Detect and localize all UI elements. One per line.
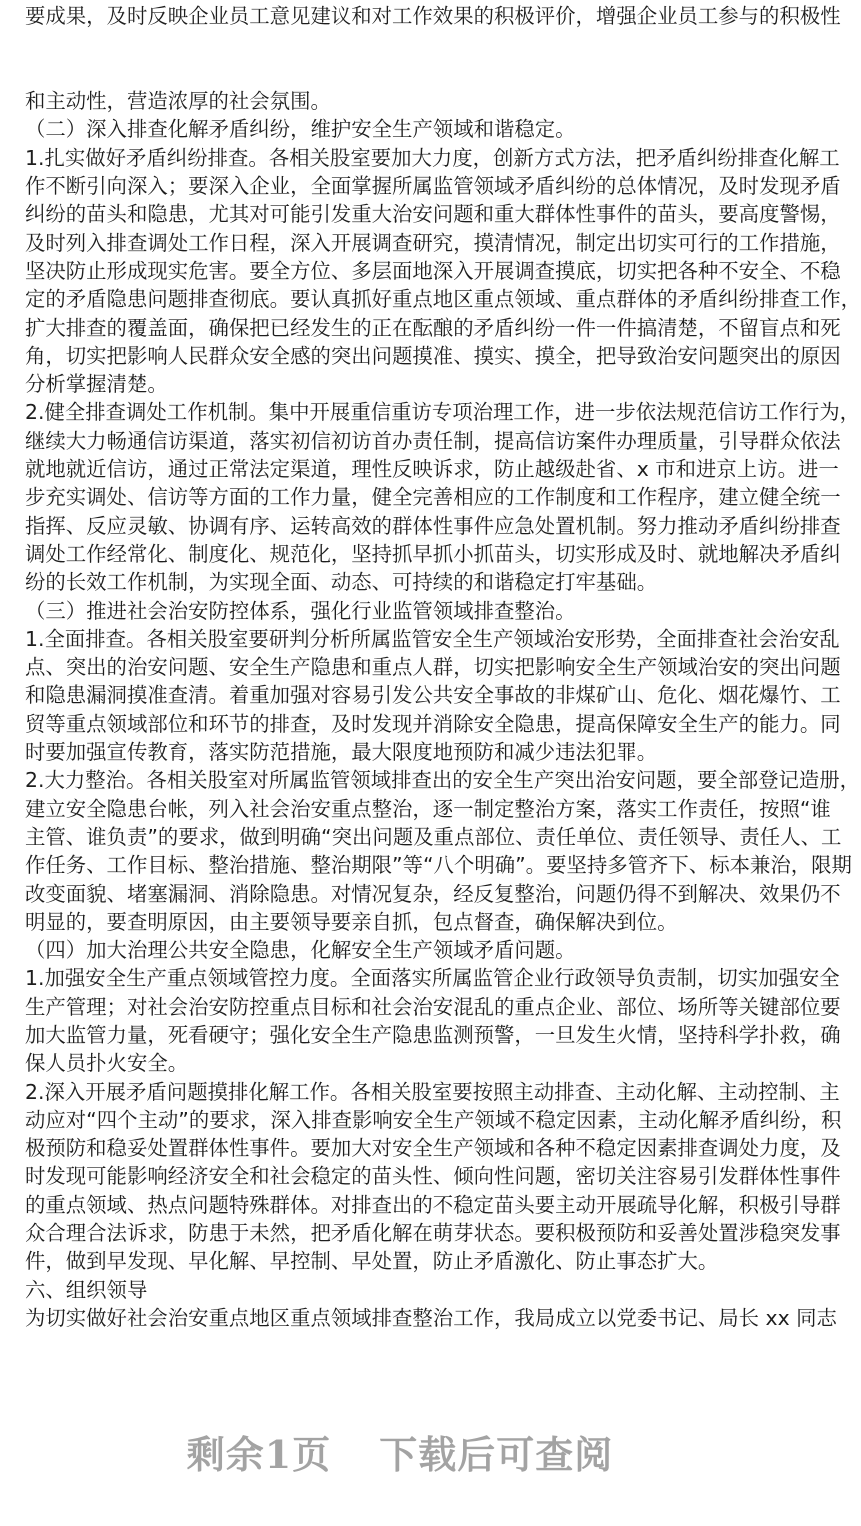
document-body (25, 0, 861, 1332)
blank-space (25, 31, 777, 59)
text-line: （三）推进社会治安防控体系，强化行业监管领域排查整治。 (25, 598, 576, 623)
text-line: （二）深入排查化解矛盾纠纷，维护安全生产领域和谐稳定。 (25, 117, 576, 142)
paragraph (25, 115, 777, 143)
text-line: 2.健全排查调处工作机制。集中开展重信重访专项治理工作，进一步依法规范信访工作行为， (25, 400, 861, 425)
text-line: 作任务、工作目标、整治措施、整治期限”等“八个明确”。要坚持多管齐下、标本兼治，限期 (25, 853, 852, 878)
paragraph (25, 87, 777, 115)
paragraph (25, 144, 861, 399)
text-line: 调处工作经常化、制度化、规范化，坚持抓早抓小抓苗头，切实形成及时、就地解决矛盾纠 (25, 541, 841, 566)
text-line: 时发现可能影响经济安全和社会稳定的苗头性、倾向性问题，密切关注容易引发群体性事件 (25, 1164, 841, 1189)
paragraph (25, 1078, 842, 1276)
text-line: 明显的，要查明原因，由主要领导要亲自抓，包点督查，确保解决到位。 (25, 909, 678, 934)
paragraph (25, 0, 841, 31)
paragraph (25, 1276, 777, 1304)
text-line: 就地就近信访，通过正常法定渠道，理性反映诉求，防止越级赴省、x 市和进京上访。进一 (25, 457, 839, 482)
paragraph (25, 766, 861, 936)
text-line: 要成果，及时反映企业员工意见建议和对工作效果的积极评价，增强企业员工参与的积极性 (25, 4, 841, 29)
paragraph (25, 398, 861, 596)
text-line: 角，切实把影响人民群众安全感的突出问题摸准、摸实、摸全，把导致治安问题突出的原因 (25, 343, 841, 368)
paragraph (25, 964, 841, 1077)
text-line: 纷的长效工作机制，为实现全面、动态、可持续的和谐稳定打牢基础。 (25, 570, 658, 595)
text-line: 加大监管力量，死看硬守；强化安全生产隐患监测预警，一旦发生火情，坚持科学扑救，确 (25, 1022, 841, 1047)
text-line: 纠纷的苗头和隐患，尤其对可能引发重大治安问题和重大群体性事件的苗头，要高度警惕， (25, 202, 841, 227)
text-line: 众合理合法诉求，防患于未然，把矛盾化解在萌芽状态。要积极预防和妥善处置涉稳突发事 (25, 1221, 841, 1246)
text-line: 为切实做好社会治安重点地区重点领域排查整治工作，我局成立以党委书记、局长 xx 同志 (25, 1305, 837, 1330)
text-line: 和隐患漏洞摸准查清。着重加强对容易引发公共安全事故的非煤矿山、危化、烟花爆竹、工 (25, 683, 841, 708)
text-line: 定的矛盾隐患问题排查彻底。要认真抓好重点地区重点领域、重点群体的矛盾纠纷排查工作， (25, 287, 861, 312)
text-line: 和主动性，营造浓厚的社会氛围。 (25, 89, 331, 114)
text-line: 生产管理；对社会治安防控重点目标和社会治安混乱的重点企业、部位、场所等关键部位要 (25, 994, 841, 1019)
text-line: 坚决防止形成现实危害。要全方位、多层面地深入开展调查摸底，切实把各种不安全、不稳 (25, 258, 841, 283)
download-prompt[interactable] (0, 1424, 800, 1479)
text-line: 步充实调处、信访等方面的工作力量，健全完善相应的工作制度和工作程序，建立健全统一 (25, 485, 841, 510)
text-line: 1.加强安全生产重点领域管控力度。全面落实所属监管企业行政领导负责制，切实加强安全 (25, 966, 840, 991)
text-line: 作不断引向深入；要深入企业，全面掌握所属监管领域矛盾纠纷的总体情况，及时发现矛盾 (25, 174, 841, 199)
text-line: 贸等重点领域部位和环节的排查，及时发现并消除安全隐患，提高保障安全生产的能力。同 (25, 711, 841, 736)
text-line: 六、组织领导 (25, 1277, 148, 1302)
paragraph (25, 1304, 837, 1332)
text-line: 继续大力畅通信访渠道，落实初信初访首办责任制，提高信访案件办理质量，引导群众依法 (25, 428, 841, 453)
blank-space (25, 59, 777, 87)
remaining-pages-label: 剩余1页 (186, 1432, 332, 1477)
text-line: 动应对“四个主动”的要求，深入排查影响安全生产领域不稳定因素，主动化解矛盾纠纷，积 (25, 1107, 842, 1132)
paragraph (25, 597, 777, 625)
text-line: 改变面貌、堵塞漏洞、消除隐患。对情况复杂，经反复整治，问题仍得不到解决、效果仍不 (25, 881, 841, 906)
text-line: 2.深入开展矛盾问题摸排化解工作。各相关股室要按照主动排查、主动化解、主动控制、主 (25, 1079, 840, 1104)
text-line: 的重点领域、热点问题特殊群体。对排查出的不稳定苗头要主动开展疏导化解，积极引导群 (25, 1192, 841, 1217)
text-line: 建立安全隐患台帐，列入社会治安重点整治，逐一制定整治方案，落实工作责任，按照“谁 (25, 796, 831, 821)
text-line: （四）加大治理公共安全隐患，化解安全生产领域矛盾问题。 (25, 938, 576, 963)
paragraph (25, 936, 777, 964)
text-line: 点、突出的治安问题、安全生产隐患和重点人群，切实把影响安全生产领域治安的突出问题 (25, 655, 841, 680)
text-line: 1.全面排查。各相关股室要研判分析所属监管安全生产领域治安形势，全面排查社会治安乱 (25, 626, 840, 651)
text-line: 分析掌握清楚。 (25, 372, 168, 397)
text-line: 极预防和稳妥处置群体性事件。要加大对安全生产领域和各种不稳定因素排查调处力度，及 (25, 1136, 841, 1161)
text-line: 2.大力整治。各相关股室对所属监管领域排查出的安全生产突出治安问题，要全部登记造册， (25, 768, 861, 793)
download-to-view-label[interactable]: 下载后可查阅 (379, 1432, 614, 1477)
text-line: 件，做到早发现、早化解、早控制、早处置，防止矛盾激化、防止事态扩大。 (25, 1249, 719, 1274)
text-line: 指挥、反应灵敏、协调有序、运转高效的群体性事件应急处置机制。努力推动矛盾纠纷排查 (25, 513, 841, 538)
text-line: 时要加强宣传教育，落实防范措施，最大限度地预防和减少违法犯罪。 (25, 740, 658, 765)
text-line: 主管、谁负责”的要求，做到明确“突出问题及重点部位、责任单位、责任领导、责任人、工 (25, 824, 842, 849)
text-line: 及时列入排查调处工作日程，深入开展调查研究，摸清情况，制定出切实可行的工作措施， (25, 230, 841, 255)
text-line: 1.扎实做好矛盾纠纷排查。各相关股室要加大力度，创新方式方法，把矛盾纠纷排查化解工 (25, 145, 840, 170)
text-line: 保人员扑火安全。 (25, 1051, 189, 1076)
text-line: 扩大排查的覆盖面，确保把已经发生的正在酝酿的矛盾纠纷一件一件搞清楚，不留盲点和死 (25, 315, 841, 340)
paragraph (25, 625, 841, 766)
